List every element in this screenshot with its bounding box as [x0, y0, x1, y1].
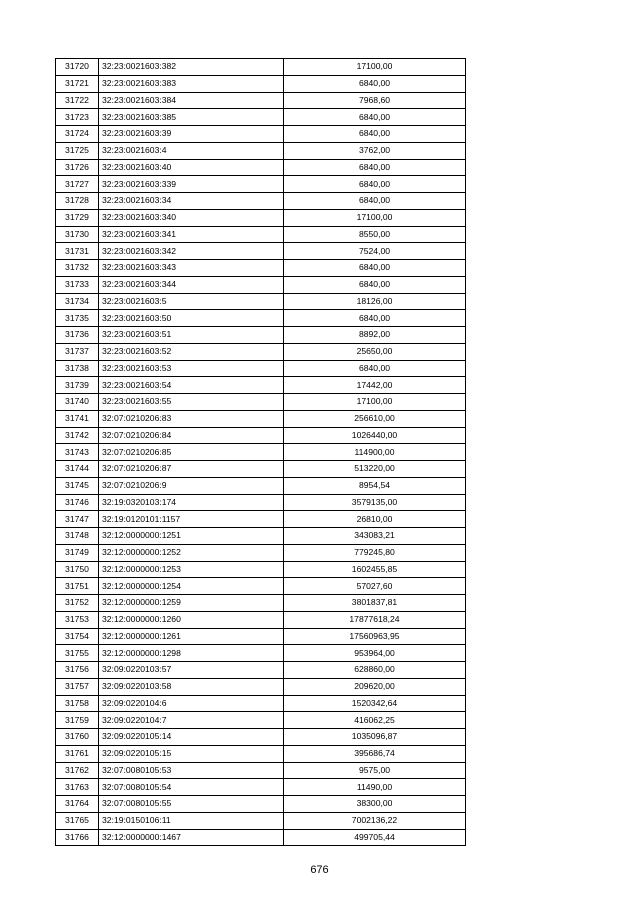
- table-row: [56, 427, 466, 444]
- cadastral-value-cell: 26810,00: [284, 511, 466, 528]
- row-number-cell: 31752: [56, 595, 99, 612]
- table-row: [56, 293, 466, 310]
- row-number-cell: 31724: [56, 126, 99, 143]
- row-number-cell: 31731: [56, 243, 99, 260]
- cadastral-number-cell: 32:12:0000000:1260: [99, 611, 284, 628]
- cadastral-value-cell: 513220,00: [284, 461, 466, 478]
- cadastral-value-cell: 953964,00: [284, 645, 466, 662]
- table-row: [56, 176, 466, 193]
- cadastral-number-cell: 32:23:0021603:4: [99, 142, 284, 159]
- cadastral-value-cell: 209620,00: [284, 678, 466, 695]
- row-number-cell: 31759: [56, 712, 99, 729]
- row-number-cell: 31729: [56, 209, 99, 226]
- table-row: [56, 59, 466, 76]
- cadastral-number-cell: 32:12:0000000:1298: [99, 645, 284, 662]
- cadastral-number-cell: 32:23:0021603:344: [99, 276, 284, 293]
- cadastral-number-cell: 32:12:0000000:1261: [99, 628, 284, 645]
- row-number-cell: 31755: [56, 645, 99, 662]
- cadastral-number-cell: 32:19:0320103:174: [99, 494, 284, 511]
- row-number-cell: 31764: [56, 796, 99, 813]
- row-number-cell: 31740: [56, 394, 99, 411]
- row-number-cell: 31754: [56, 628, 99, 645]
- row-number-cell: 31728: [56, 193, 99, 210]
- table-row: [56, 829, 466, 846]
- row-number-cell: 31726: [56, 159, 99, 176]
- cadastral-value-cell: 7524,00: [284, 243, 466, 260]
- cadastral-number-cell: 32:09:0220105:15: [99, 745, 284, 762]
- cadastral-value-cell: 628860,00: [284, 662, 466, 679]
- cadastral-value-cell: 1602455,85: [284, 561, 466, 578]
- table-row: [56, 243, 466, 260]
- cadastral-value-cell: 256610,00: [284, 410, 466, 427]
- cadastral-number-cell: 32:23:0021603:39: [99, 126, 284, 143]
- cadastral-number-cell: 32:09:0220104:6: [99, 695, 284, 712]
- cadastral-number-cell: 32:23:0021603:53: [99, 360, 284, 377]
- cadastral-value-cell: 6840,00: [284, 176, 466, 193]
- row-number-cell: 31742: [56, 427, 99, 444]
- cadastral-number-cell: 32:07:0210206:84: [99, 427, 284, 444]
- row-number-cell: 31725: [56, 142, 99, 159]
- table-row: [56, 712, 466, 729]
- row-number-cell: 31720: [56, 59, 99, 76]
- cadastral-number-cell: 32:23:0021603:382: [99, 59, 284, 76]
- table-row: [56, 544, 466, 561]
- cadastral-value-table: [55, 58, 466, 846]
- cadastral-number-cell: 32:23:0021603:385: [99, 109, 284, 126]
- table-row: [56, 461, 466, 478]
- table-row: [56, 444, 466, 461]
- cadastral-value-cell: 8892,00: [284, 327, 466, 344]
- cadastral-number-cell: 32:07:0210206:87: [99, 461, 284, 478]
- cadastral-value-cell: 7002136,22: [284, 812, 466, 829]
- cadastral-value-cell: 17100,00: [284, 209, 466, 226]
- cadastral-number-cell: 32:23:0021603:55: [99, 394, 284, 411]
- cadastral-number-cell: 32:09:0220104:7: [99, 712, 284, 729]
- row-number-cell: 31722: [56, 92, 99, 109]
- table-row: [56, 528, 466, 545]
- cadastral-number-cell: 32:23:0021603:342: [99, 243, 284, 260]
- cadastral-number-cell: 32:23:0021603:339: [99, 176, 284, 193]
- cadastral-value-cell: 6840,00: [284, 260, 466, 277]
- table-row: [56, 678, 466, 695]
- row-number-cell: 31750: [56, 561, 99, 578]
- cadastral-number-cell: 32:23:0021603:51: [99, 327, 284, 344]
- row-number-cell: 31741: [56, 410, 99, 427]
- cadastral-number-cell: 32:23:0021603:54: [99, 377, 284, 394]
- row-number-cell: 31732: [56, 260, 99, 277]
- table-row: [56, 561, 466, 578]
- table-row: [56, 209, 466, 226]
- row-number-cell: 31721: [56, 75, 99, 92]
- cadastral-number-cell: 32:07:0080105:54: [99, 779, 284, 796]
- cadastral-value-cell: 114900,00: [284, 444, 466, 461]
- row-number-cell: 31735: [56, 310, 99, 327]
- table-row: [56, 109, 466, 126]
- table-row: [56, 394, 466, 411]
- cadastral-number-cell: 32:23:0021603:34: [99, 193, 284, 210]
- cadastral-value-cell: 1520342,64: [284, 695, 466, 712]
- table-row: [56, 595, 466, 612]
- cadastral-value-cell: 6840,00: [284, 159, 466, 176]
- row-number-cell: 31727: [56, 176, 99, 193]
- row-number-cell: 31757: [56, 678, 99, 695]
- cadastral-value-cell: 6840,00: [284, 109, 466, 126]
- table-row: [56, 276, 466, 293]
- row-number-cell: 31765: [56, 812, 99, 829]
- cadastral-value-cell: 395686,74: [284, 745, 466, 762]
- row-number-cell: 31723: [56, 109, 99, 126]
- table-row: [56, 762, 466, 779]
- cadastral-number-cell: 32:23:0021603:383: [99, 75, 284, 92]
- cadastral-number-cell: 32:23:0021603:5: [99, 293, 284, 310]
- cadastral-value-cell: 6840,00: [284, 276, 466, 293]
- cadastral-number-cell: 32:23:0021603:341: [99, 226, 284, 243]
- table-row: [56, 812, 466, 829]
- cadastral-number-cell: 32:23:0021603:343: [99, 260, 284, 277]
- table-body: [56, 59, 466, 846]
- row-number-cell: 31762: [56, 762, 99, 779]
- cadastral-number-cell: 32:07:0080105:55: [99, 796, 284, 813]
- table-row: [56, 628, 466, 645]
- cadastral-number-cell: 32:09:0220103:58: [99, 678, 284, 695]
- table-row: [56, 611, 466, 628]
- cadastral-value-cell: 6840,00: [284, 193, 466, 210]
- cadastral-value-cell: 3579135,00: [284, 494, 466, 511]
- row-number-cell: 31736: [56, 327, 99, 344]
- cadastral-value-cell: 17560963,95: [284, 628, 466, 645]
- table-row: [56, 745, 466, 762]
- cadastral-number-cell: 32:09:0220103:57: [99, 662, 284, 679]
- cadastral-value-cell: 6840,00: [284, 75, 466, 92]
- cadastral-value-cell: 6840,00: [284, 310, 466, 327]
- row-number-cell: 31734: [56, 293, 99, 310]
- cadastral-value-cell: 25650,00: [284, 343, 466, 360]
- cadastral-value-cell: 416062,25: [284, 712, 466, 729]
- table-row: [56, 360, 466, 377]
- table-row: [56, 779, 466, 796]
- table-row: [56, 260, 466, 277]
- table-row: [56, 343, 466, 360]
- cadastral-number-cell: 32:23:0021603:40: [99, 159, 284, 176]
- cadastral-number-cell: 32:07:0080105:53: [99, 762, 284, 779]
- row-number-cell: 31748: [56, 528, 99, 545]
- cadastral-value-cell: 8550,00: [284, 226, 466, 243]
- cadastral-number-cell: 32:12:0000000:1253: [99, 561, 284, 578]
- cadastral-value-cell: 1026440,00: [284, 427, 466, 444]
- table-row: [56, 142, 466, 159]
- cadastral-value-cell: 9575,00: [284, 762, 466, 779]
- cadastral-number-cell: 32:23:0021603:384: [99, 92, 284, 109]
- row-number-cell: 31744: [56, 461, 99, 478]
- row-number-cell: 31733: [56, 276, 99, 293]
- cadastral-number-cell: 32:07:0210206:85: [99, 444, 284, 461]
- cadastral-value-cell: 3762,00: [284, 142, 466, 159]
- cadastral-number-cell: 32:19:0150106:11: [99, 812, 284, 829]
- cadastral-value-cell: 7968,60: [284, 92, 466, 109]
- row-number-cell: 31756: [56, 662, 99, 679]
- table-row: [56, 578, 466, 595]
- cadastral-value-cell: 499705,44: [284, 829, 466, 846]
- table-row: [56, 226, 466, 243]
- cadastral-number-cell: 32:09:0220105:14: [99, 729, 284, 746]
- row-number-cell: 31760: [56, 729, 99, 746]
- table-row: [56, 511, 466, 528]
- cadastral-value-cell: 11490,00: [284, 779, 466, 796]
- cadastral-value-cell: 779245,80: [284, 544, 466, 561]
- table-row: [56, 645, 466, 662]
- row-number-cell: 31738: [56, 360, 99, 377]
- table-row: [56, 477, 466, 494]
- cadastral-value-cell: 38300,00: [284, 796, 466, 813]
- row-number-cell: 31743: [56, 444, 99, 461]
- cadastral-value-cell: 8954,54: [284, 477, 466, 494]
- cadastral-number-cell: 32:12:0000000:1251: [99, 528, 284, 545]
- cadastral-number-cell: 32:23:0021603:52: [99, 343, 284, 360]
- row-number-cell: 31763: [56, 779, 99, 796]
- cadastral-number-cell: 32:07:0210206:9: [99, 477, 284, 494]
- row-number-cell: 31749: [56, 544, 99, 561]
- cadastral-value-cell: 57027,60: [284, 578, 466, 595]
- table-row: [56, 494, 466, 511]
- row-number-cell: 31758: [56, 695, 99, 712]
- table-row: [56, 662, 466, 679]
- table-row: [56, 410, 466, 427]
- table-row: [56, 310, 466, 327]
- row-number-cell: 31746: [56, 494, 99, 511]
- row-number-cell: 31745: [56, 477, 99, 494]
- cadastral-value-cell: 17100,00: [284, 394, 466, 411]
- cadastral-value-cell: 1035096,87: [284, 729, 466, 746]
- table-row: [56, 729, 466, 746]
- row-number-cell: 31766: [56, 829, 99, 846]
- cadastral-number-cell: 32:19:0120101:1157: [99, 511, 284, 528]
- table-row: [56, 92, 466, 109]
- cadastral-value-cell: 17442,00: [284, 377, 466, 394]
- row-number-cell: 31739: [56, 377, 99, 394]
- table-row: [56, 126, 466, 143]
- row-number-cell: 31737: [56, 343, 99, 360]
- cadastral-value-cell: 17877618,24: [284, 611, 466, 628]
- cadastral-number-cell: 32:12:0000000:1252: [99, 544, 284, 561]
- table-row: [56, 377, 466, 394]
- row-number-cell: 31761: [56, 745, 99, 762]
- cadastral-number-cell: 32:12:0000000:1259: [99, 595, 284, 612]
- cadastral-value-cell: 6840,00: [284, 126, 466, 143]
- table-row: [56, 796, 466, 813]
- cadastral-number-cell: 32:12:0000000:1254: [99, 578, 284, 595]
- table-row: [56, 75, 466, 92]
- cadastral-value-cell: 6840,00: [284, 360, 466, 377]
- table-row: [56, 695, 466, 712]
- row-number-cell: 31747: [56, 511, 99, 528]
- row-number-cell: 31751: [56, 578, 99, 595]
- cadastral-value-cell: 17100,00: [284, 59, 466, 76]
- cadastral-number-cell: 32:23:0021603:340: [99, 209, 284, 226]
- cadastral-number-cell: 32:07:0210206:83: [99, 410, 284, 427]
- page-number: 676: [310, 864, 329, 876]
- cadastral-value-cell: 3801837,81: [284, 595, 466, 612]
- table-row: [56, 159, 466, 176]
- cadastral-value-cell: 343083,21: [284, 528, 466, 545]
- table-row: [56, 193, 466, 210]
- cadastral-value-cell: 18126,00: [284, 293, 466, 310]
- row-number-cell: 31753: [56, 611, 99, 628]
- cadastral-number-cell: 32:12:0000000:1467: [99, 829, 284, 846]
- cadastral-number-cell: 32:23:0021603:50: [99, 310, 284, 327]
- row-number-cell: 31730: [56, 226, 99, 243]
- table-row: [56, 327, 466, 344]
